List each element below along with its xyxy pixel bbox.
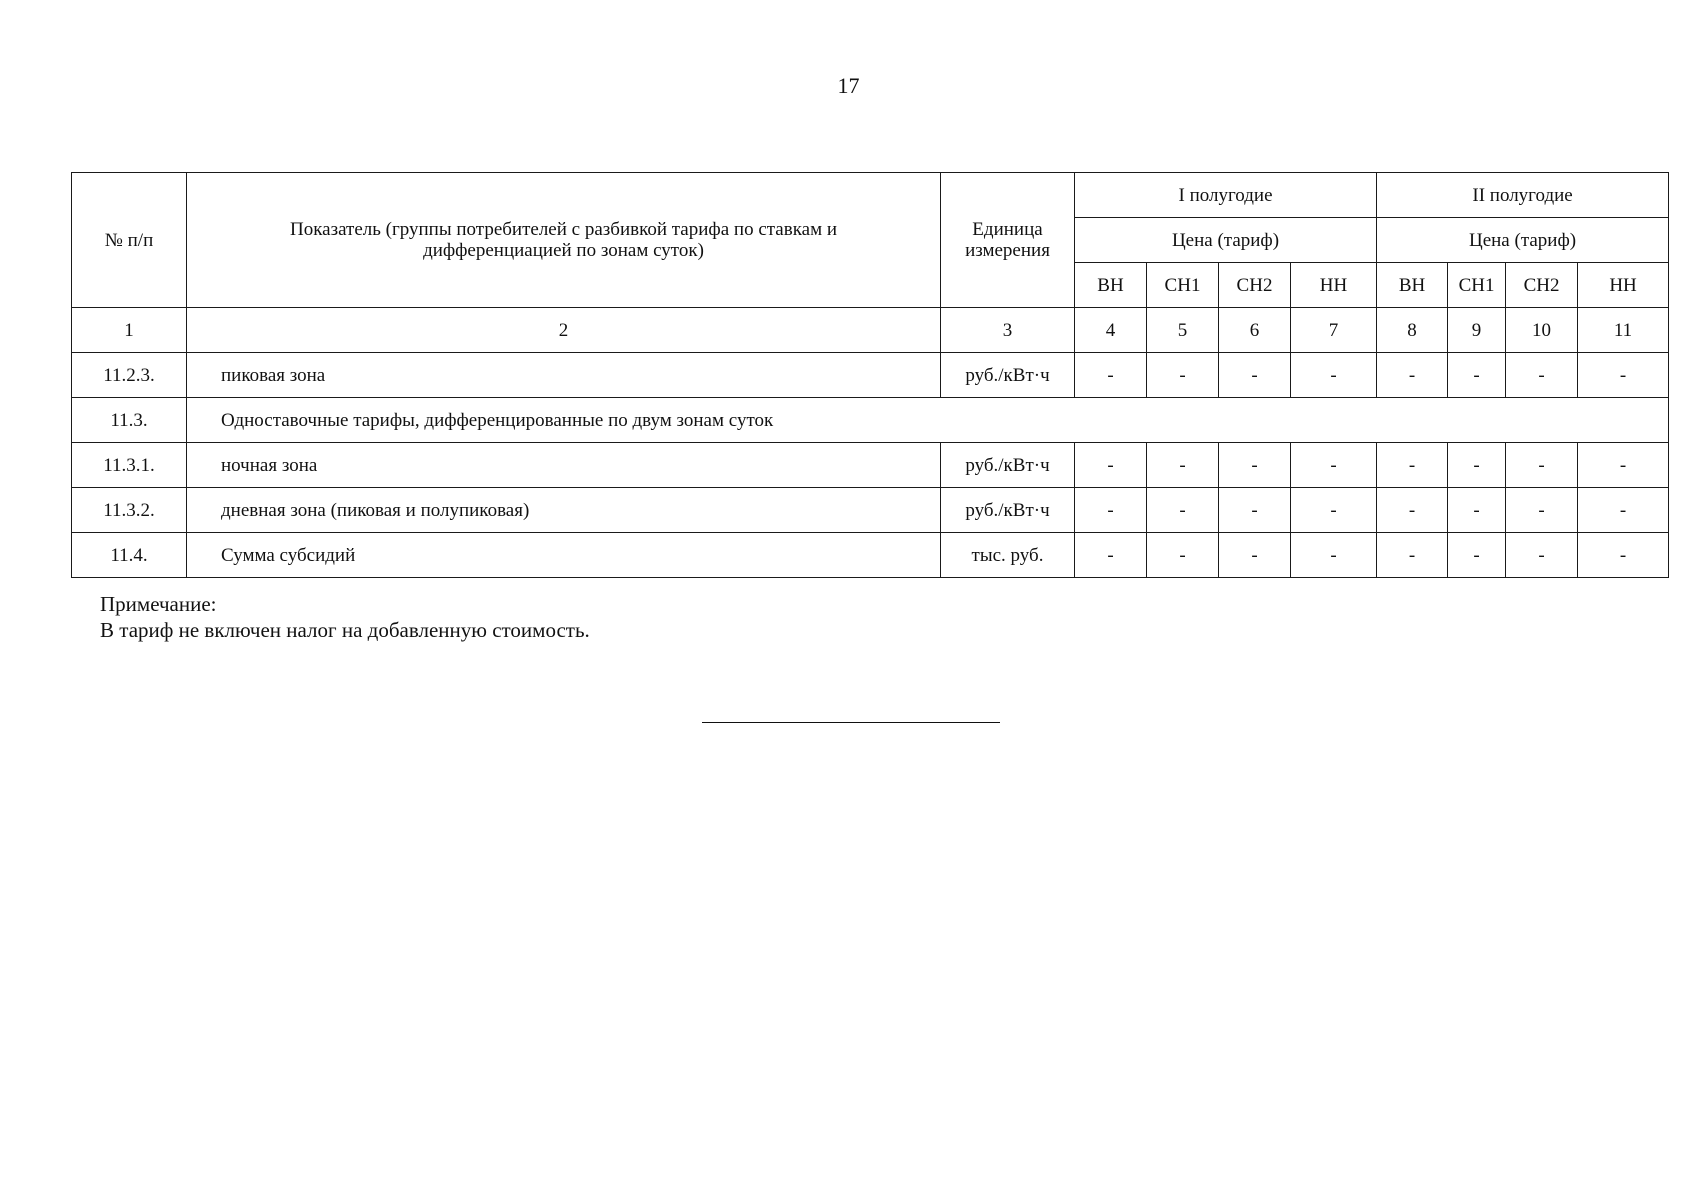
column-number: 11 [1578, 308, 1669, 353]
row-value: - [1377, 443, 1448, 488]
row-value: - [1219, 488, 1291, 533]
row-indicator: Сумма субсидий [187, 533, 941, 578]
row-value: - [1219, 353, 1291, 398]
tariff-table [71, 172, 1669, 578]
row-value: - [1219, 443, 1291, 488]
row-value: - [1147, 488, 1219, 533]
header-level: НН [1578, 263, 1669, 308]
row-value: - [1291, 488, 1377, 533]
column-number: 8 [1377, 308, 1448, 353]
row-number: 11.3.1. [72, 443, 187, 488]
end-line [702, 722, 1000, 723]
row-unit: руб./кВт·ч [941, 443, 1075, 488]
row-value: - [1147, 533, 1219, 578]
table-row [72, 353, 1669, 398]
row-value: - [1578, 353, 1669, 398]
column-number: 7 [1291, 308, 1377, 353]
row-unit: руб./кВт·ч [941, 488, 1075, 533]
table-row [72, 533, 1669, 578]
row-value: - [1506, 533, 1578, 578]
header-indicator: Показатель (группы потребителей с разбивкой тарифа по ставкам и дифференциацией по зонам суток) [187, 173, 941, 308]
row-value: - [1291, 533, 1377, 578]
table-body [72, 173, 1669, 578]
header-unit: Единица измерения [941, 173, 1075, 308]
note [100, 591, 590, 643]
row-value: - [1448, 533, 1506, 578]
table-row [72, 443, 1669, 488]
row-value: - [1506, 488, 1578, 533]
row-value: - [1506, 443, 1578, 488]
row-value: - [1377, 353, 1448, 398]
row-unit: руб./кВт·ч [941, 353, 1075, 398]
column-number: 5 [1147, 308, 1219, 353]
row-indicator: дневная зона (пиковая и полупиковая) [187, 488, 941, 533]
row-number: 11.4. [72, 533, 187, 578]
row-value: - [1219, 533, 1291, 578]
header-price2: Цена (тариф) [1377, 218, 1669, 263]
row-value: - [1075, 443, 1147, 488]
table-row [72, 488, 1669, 533]
header-price1: Цена (тариф) [1075, 218, 1377, 263]
header-level: СН1 [1147, 263, 1219, 308]
header-half2: II полугодие [1377, 173, 1669, 218]
row-unit: тыс. руб. [941, 533, 1075, 578]
row-section-title: Одноставочные тарифы, дифференцированные по двум зонам суток [187, 398, 1669, 443]
header-level: СН1 [1448, 263, 1506, 308]
note-text: В тариф не включен налог на добавленную стоимость. [100, 618, 590, 642]
row-value: - [1377, 533, 1448, 578]
row-value: - [1075, 533, 1147, 578]
row-value: - [1448, 443, 1506, 488]
row-value: - [1578, 443, 1669, 488]
column-number: 4 [1075, 308, 1147, 353]
row-value: - [1506, 353, 1578, 398]
row-value: - [1448, 353, 1506, 398]
header-level: ВН [1377, 263, 1448, 308]
row-value: - [1291, 443, 1377, 488]
column-number: 2 [187, 308, 941, 353]
row-number: 11.3. [72, 398, 187, 443]
header-level: СН2 [1506, 263, 1578, 308]
row-value: - [1448, 488, 1506, 533]
row-value: - [1377, 488, 1448, 533]
header-half1: I полугодие [1075, 173, 1377, 218]
row-value: - [1147, 443, 1219, 488]
note-title: Примечание: [100, 592, 217, 616]
header-level: НН [1291, 263, 1377, 308]
table-row [72, 398, 1669, 443]
header-level: ВН [1075, 263, 1147, 308]
column-number: 9 [1448, 308, 1506, 353]
column-number: 6 [1219, 308, 1291, 353]
row-indicator: пиковая зона [187, 353, 941, 398]
column-number: 10 [1506, 308, 1578, 353]
row-value: - [1075, 488, 1147, 533]
header-num: № п/п [72, 173, 187, 308]
row-value: - [1147, 353, 1219, 398]
row-value: - [1578, 533, 1669, 578]
row-number: 11.2.3. [72, 353, 187, 398]
header-level: СН2 [1219, 263, 1291, 308]
row-indicator: ночная зона [187, 443, 941, 488]
column-numbers-row [72, 308, 1669, 353]
header-row-1 [72, 173, 1669, 218]
row-value: - [1578, 488, 1669, 533]
row-value: - [1075, 353, 1147, 398]
row-number: 11.3.2. [72, 488, 187, 533]
column-number: 1 [72, 308, 187, 353]
page-number: 17 [837, 73, 860, 98]
column-number: 3 [941, 308, 1075, 353]
row-value: - [1291, 353, 1377, 398]
